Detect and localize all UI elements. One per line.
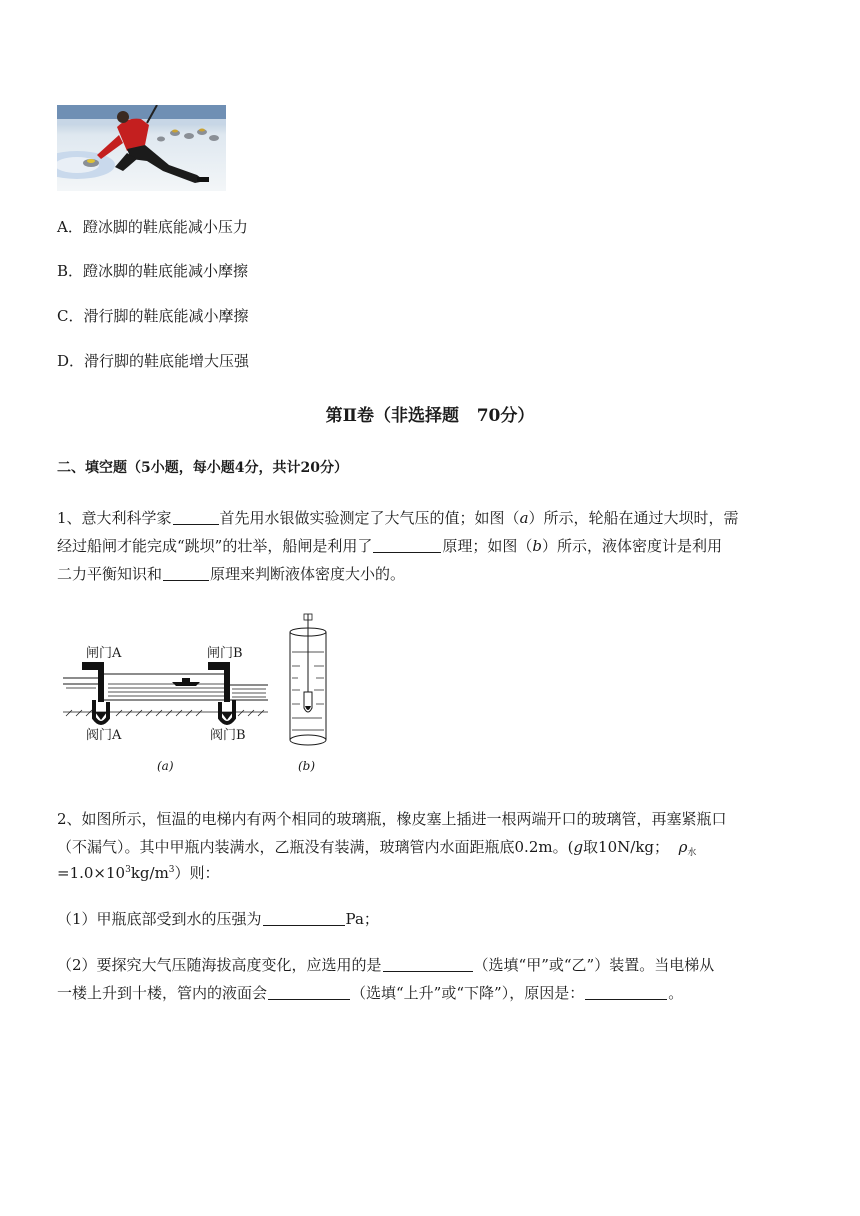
gate-b-label: 闸门B <box>207 646 243 661</box>
q2-sub-2: （2）要探究大气压随海拔高度变化，应选用的是 （选填“甲”或“乙”）装置。当电梯从 <box>57 956 715 974</box>
valve-a-label: 阀门A <box>86 728 122 743</box>
q2-line-3: $=1.0\times 10^3kg/m^3$）则： <box>57 864 220 882</box>
q2-blank-1[interactable] <box>263 911 345 926</box>
option-c: C．滑行脚的鞋底能减小摩擦 <box>57 307 249 325</box>
valve-b-label: 阀门B <box>210 728 246 743</box>
curling-photo <box>57 105 226 191</box>
caption-b: (b) <box>298 759 316 773</box>
q2-blank-3[interactable] <box>268 985 350 1000</box>
q1-blank-1[interactable] <box>173 510 219 525</box>
q2-line-2: （不漏气）。其中甲瓶内装满水，乙瓶没有装满，玻璃管内水面距瓶底0.2m。(g取10N/kg； $\rho_水$ <box>57 838 697 858</box>
q1-line-3: 二力平衡知识和 原理来判断液体密度大小的。 <box>57 565 406 583</box>
option-a: A．蹬冰脚的鞋底能减小压力 <box>57 218 248 236</box>
q1-blank-2[interactable] <box>373 538 441 553</box>
gate-a-label: 闸门A <box>86 646 122 661</box>
option-d: D．滑行脚的鞋底能增大压强 <box>57 352 250 370</box>
q2-blank-2[interactable] <box>383 957 473 972</box>
hydrometer-figure <box>286 612 330 748</box>
part-heading: 二、填空题（5小题，每小题4分，共计20分） <box>57 460 348 476</box>
q1-line-1: 1、意大利科学家 首先用水银做实验测定了大气压的值；如图（a）所示，轮船在通过大坝时，需 <box>57 509 739 527</box>
q1-blank-3[interactable] <box>163 566 209 581</box>
option-b: B．蹬冰脚的鞋底能减小摩擦 <box>57 262 249 280</box>
q1-line-2: 经过船闸才能完成“跳坝”的壮举，船闸是利用了 原理；如图（b）所示，液体密度计是利用 <box>57 537 722 555</box>
caption-a: (a) <box>157 759 174 773</box>
section-title: 第Ⅱ卷（非选择题 70分） <box>325 406 535 426</box>
q2-sub-1: （1）甲瓶底部受到水的压强为 Pa； <box>57 910 379 928</box>
q2-line-1: 2、如图所示，恒温的电梯内有两个相同的玻璃瓶，橡皮塞上插进一根两端开口的玻璃管，再塞紧瓶口 <box>57 810 727 828</box>
q2-blank-4[interactable] <box>585 985 667 1000</box>
q2-sub-3: 一楼上升到十楼，管内的液面会 （选填“上升”或“下降”），原因是： 。 <box>57 984 684 1002</box>
